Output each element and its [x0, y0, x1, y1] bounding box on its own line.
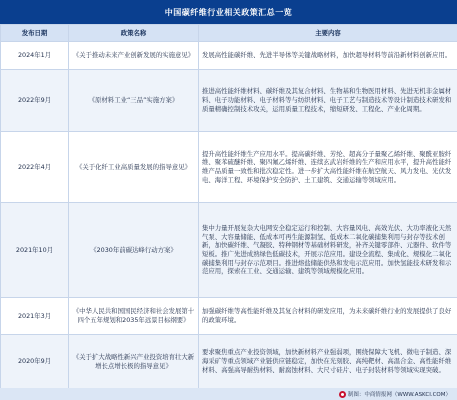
table-row: [1, 42, 457, 70]
page-title: 中国碳纤维行业相关政策汇总一览: [0, 0, 457, 24]
header-policy: 政策名称: [69, 25, 199, 42]
header-date: 发布日期: [1, 25, 69, 42]
row-content: 发展高性能碳纤维、先进半导体等关键战略材料，加快超导材料等前沿新材料创新应用。: [199, 42, 457, 70]
row-content: 推进高性能纤维材料、碳纤维及其复合材料、生物基和生物医用材料、先进无机非金属材料、电子功能材料、电子材料等与纺织材料、电子工艺与制造技术等设计制造技术研发和质量精确控制技术攻关，运用质量工程技术，缩短研发、工程化、产业化周期。: [199, 70, 457, 132]
row-content: 加强碳纤维等高性能纤维及其复合材料的研发应用，为未来碳纤维行业的发展提供了良好的政策环境。: [199, 298, 457, 335]
row-policy: 《原材料工业“三品”实施方案》: [69, 70, 199, 132]
row-date: 2022年9月: [1, 70, 69, 132]
source-text: 制图：中商情报网（WWW.ASKCI.COM）: [347, 392, 451, 398]
row-content: 要求聚焦重点产业投资领域，加快新材料产业强弱项，围绕保障大飞机、微电子制造、深海采矿等重点领域产业链供应链稳定，加快在光刻胶、高纯靶材、高温合金、高性能纤维材料、高强高导耐热材料、耐腐蚀材料、大尺寸硅片、电子封装材料等领域实现突破。: [199, 335, 457, 389]
table-row: [1, 203, 457, 298]
row-date: 2021年3月: [1, 298, 69, 335]
header-content: 主要内容: [199, 25, 457, 42]
row-policy: 《关于化纤工业高质量发展的指导意见》: [69, 132, 199, 203]
row-content: 提升高性能纤维生产应用水平。提高碳纤维、芳纶、超高分子量聚乙烯纤维、聚酰亚胺纤维、聚苯硫醚纤维、聚四氟乙烯纤维、连续玄武岩纤维的生产和应用水平，提升高性能纤维产品质量一致性和批次稳定性。进一步扩大高性能纤维在航空航天、风力发电、光伏发电、海洋工程、环境保护安全防护、土工建筑、交通运输等领域应用。: [199, 132, 457, 203]
row-policy: 《关于扩大战略性新兴产业投资培育壮大新增长点增长极的指导意见》: [69, 335, 199, 389]
row-policy: 《关于推动未来产业创新发展的实施意见》: [69, 42, 199, 70]
row-policy: 《2030年前碳达峰行动方案》: [69, 203, 199, 298]
table-row: [1, 70, 457, 132]
row-policy: 《中华人民共和国国民经济和社会发展第十四个五年规划和2035年远景目标纲要》: [69, 298, 199, 335]
row-date: 2020年9月: [1, 335, 69, 389]
table-row: [1, 335, 457, 389]
policy-table: [0, 24, 457, 389]
row-date: 2022年4月: [1, 132, 69, 203]
table-row: [1, 132, 457, 203]
source-footer: [0, 388, 457, 400]
askci-logo-icon: [339, 391, 346, 398]
row-date: 2021年10月: [1, 203, 69, 298]
table-row: [1, 298, 457, 335]
table-header-row: [1, 25, 457, 42]
row-content: 集中力量开展复杂大电网安全稳定运行和控制、大容量风电、高效光伏、大功率液化天然气泵、大容量储能、低成本可再生能源制氢、低成本二氧化碳捕集利用与封存等技术创新，加快碳纤维、气凝胶、特种钢材等基础材料研发，补齐关键零部件、元器件、软件等短板。推广先进成熟绿色低碳技术，开展示范应用。建设全流程、集成化、规模化二氧化碳捕集利用与封存示范项目。推进熔盐储能供热和发电示范应用。加快氢能技术研发和示范应用，探索在工业、交通运输、建筑等领域规模化应用。: [199, 203, 457, 298]
row-date: 2024年1月: [1, 42, 69, 70]
